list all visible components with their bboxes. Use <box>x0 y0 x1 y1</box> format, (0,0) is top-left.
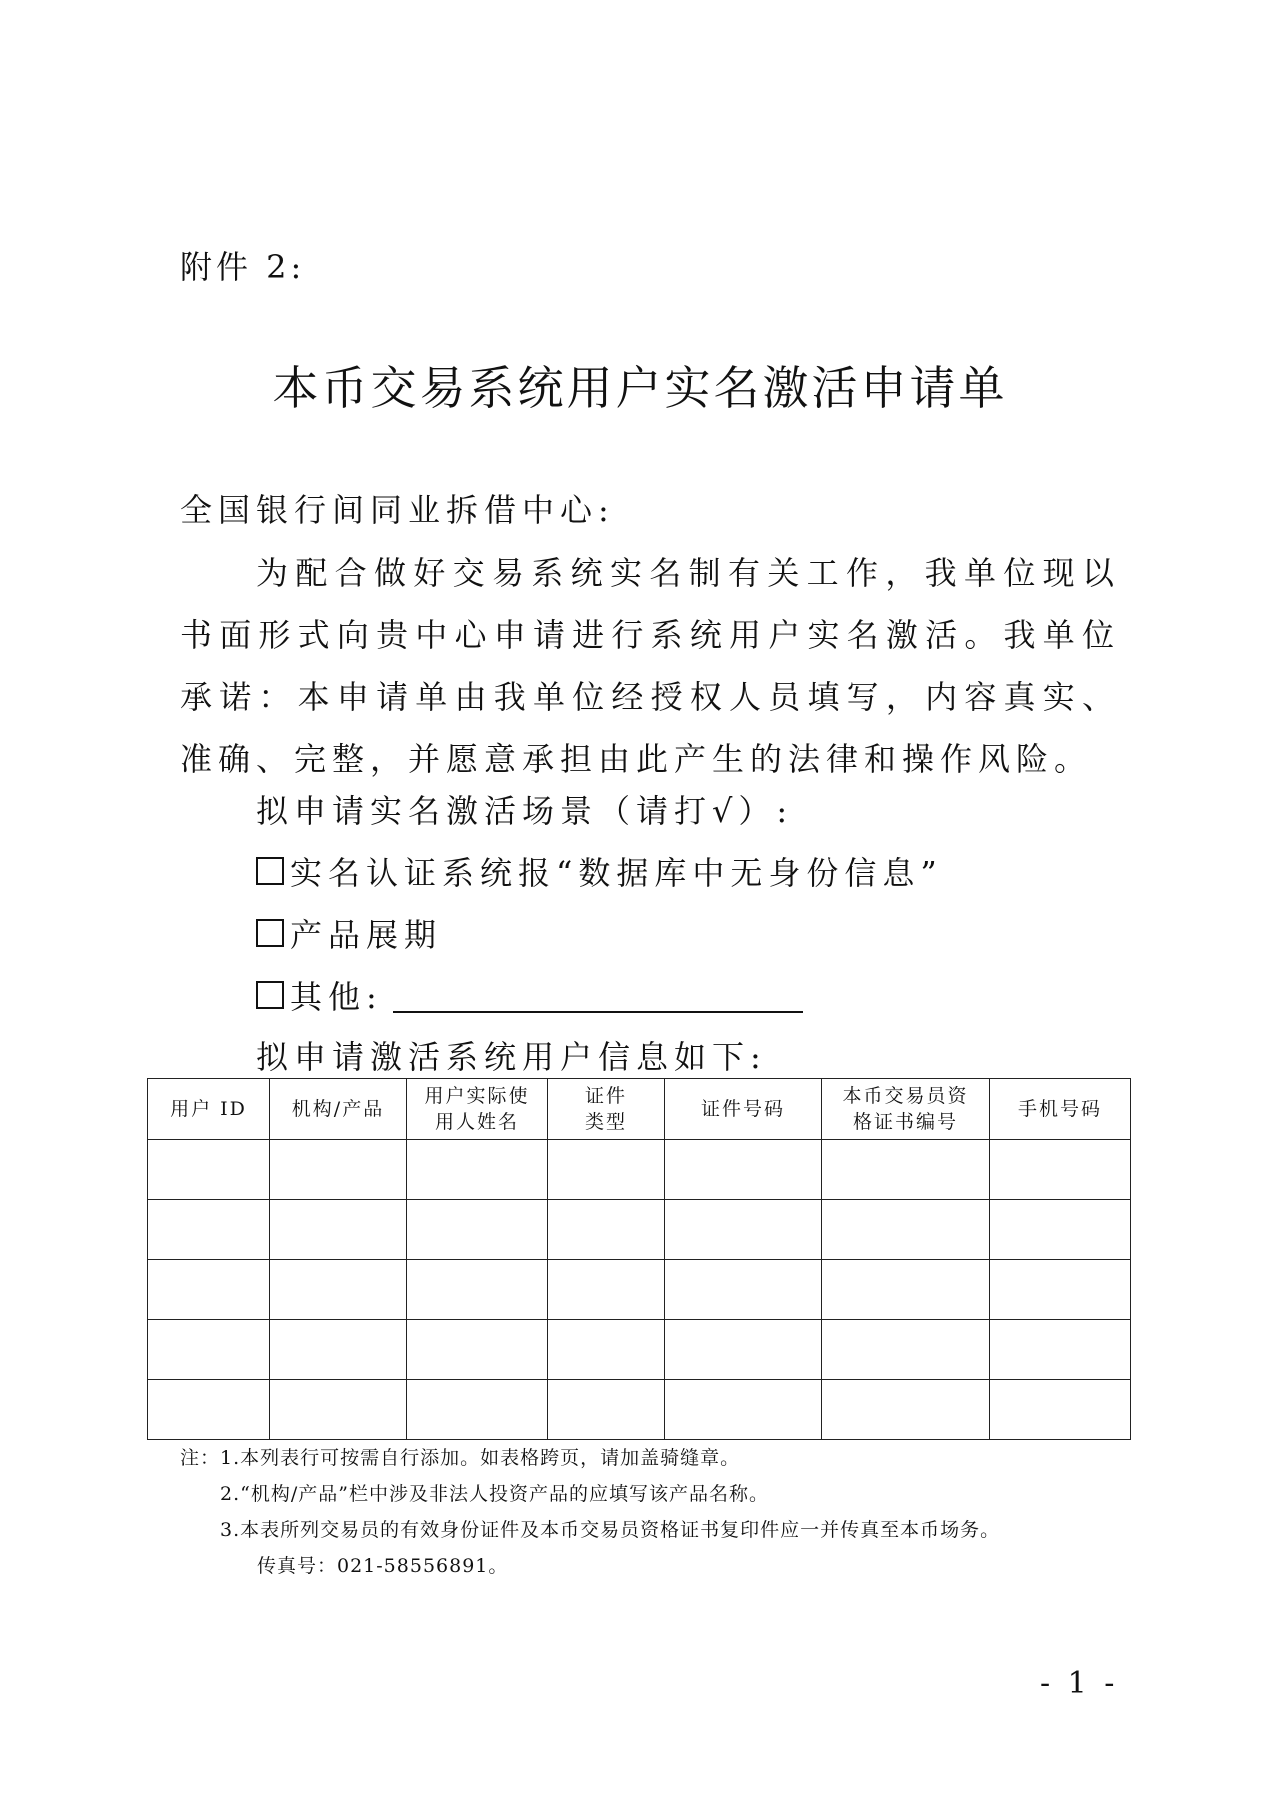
page-number: - 1 - <box>1040 1666 1119 1701</box>
table-cell[interactable] <box>548 1260 665 1320</box>
column-header-line: 证件 <box>584 1085 627 1107</box>
column-header-line: 用人姓名 <box>434 1111 519 1133</box>
option-product-extension[interactable] <box>256 910 442 956</box>
table-cell[interactable] <box>548 1380 665 1440</box>
table-cell[interactable] <box>990 1260 1131 1320</box>
column-header-line: 格证书编号 <box>852 1111 958 1133</box>
table-cell[interactable] <box>148 1320 270 1380</box>
table-cell[interactable] <box>270 1320 407 1380</box>
table-cell[interactable] <box>270 1380 407 1440</box>
table-cell[interactable] <box>407 1320 548 1380</box>
column-header-line: 用户 ID <box>170 1098 247 1120</box>
commitment-paragraph: 为配合做好交易系统实名制有关工作，我单位现以书面形式向贵中心申请进行系统用户实名激活。我单位承诺：本申请单由我单位经授权人员填写，内容真实、准确、完整，并愿意承担由此产生的法律和操作风险。 <box>180 554 1120 778</box>
table-row <box>148 1380 1131 1440</box>
checkbox-no-identity-info[interactable] <box>256 857 284 885</box>
column-header <box>665 1079 822 1140</box>
column-header-line: 手机号码 <box>1017 1098 1102 1120</box>
column-header <box>270 1079 407 1140</box>
notes <box>180 1440 1000 1584</box>
table-cell[interactable] <box>270 1200 407 1260</box>
table-row <box>148 1140 1131 1200</box>
table-cell[interactable] <box>407 1200 548 1260</box>
option-label: 产品展期 <box>290 916 443 954</box>
table-cell[interactable] <box>990 1380 1131 1440</box>
table-row <box>148 1320 1131 1380</box>
user-info-heading: 拟申请激活系统用户信息如下: <box>256 1038 767 1076</box>
checkbox-product-extension[interactable] <box>256 919 284 947</box>
table-cell[interactable] <box>407 1140 548 1200</box>
table-cell[interactable] <box>822 1140 990 1200</box>
table-cell[interactable] <box>665 1140 822 1200</box>
table-cell[interactable] <box>990 1200 1131 1260</box>
table-cell[interactable] <box>548 1200 665 1260</box>
column-header-line: 用户实际使 <box>424 1085 530 1107</box>
scenario-heading: 拟申请实名激活场景（请打√）: <box>256 792 794 830</box>
option-no-identity-info[interactable] <box>256 848 943 894</box>
note-3: 3.本表所列交易员的有效身份证件及本币交易员资格证书复印件应一并传真至本币场务。 <box>220 1519 1001 1541</box>
table-cell[interactable] <box>990 1320 1131 1380</box>
table-row <box>148 1260 1131 1320</box>
option-label: 实名认证系统报“数据库中无身份信息” <box>290 854 943 892</box>
table-cell[interactable] <box>822 1260 990 1320</box>
table-cell[interactable] <box>822 1380 990 1440</box>
fax-number: 传真号：021-58556891。 <box>257 1555 509 1577</box>
column-header <box>990 1079 1131 1140</box>
column-header <box>822 1079 990 1140</box>
table-cell[interactable] <box>990 1140 1131 1200</box>
table-header-row <box>148 1079 1131 1140</box>
table-cell[interactable] <box>665 1260 822 1320</box>
table-cell[interactable] <box>822 1320 990 1380</box>
user-info-table <box>147 1078 1131 1440</box>
table-cell[interactable] <box>548 1320 665 1380</box>
column-header-line: 机构/产品 <box>291 1098 385 1120</box>
table-cell[interactable] <box>407 1260 548 1320</box>
option-label: 其他: <box>290 978 383 1016</box>
note-2: 2.“机构/产品”栏中涉及非法人投资产品的应填写该产品名称。 <box>220 1483 769 1505</box>
other-fill-in-line[interactable] <box>393 977 803 1013</box>
table-cell[interactable] <box>270 1260 407 1320</box>
table-cell[interactable] <box>270 1140 407 1200</box>
table-cell[interactable] <box>148 1140 270 1200</box>
column-header <box>148 1079 270 1140</box>
addressee: 全国银行间同业拆借中心: <box>180 491 615 529</box>
table-row <box>148 1200 1131 1260</box>
table-cell[interactable] <box>822 1200 990 1260</box>
table-cell[interactable] <box>665 1380 822 1440</box>
note-1: 注：1.本列表行可按需自行添加。如表格跨页，请加盖骑缝章。 <box>180 1447 741 1469</box>
column-header <box>407 1079 548 1140</box>
option-other[interactable] <box>256 972 803 1018</box>
table-cell[interactable] <box>148 1380 270 1440</box>
column-header-line: 类型 <box>584 1111 627 1133</box>
table-cell[interactable] <box>148 1200 270 1260</box>
column-header-line: 证件号码 <box>700 1098 785 1120</box>
column-header <box>548 1079 665 1140</box>
table-cell[interactable] <box>665 1320 822 1380</box>
table-cell[interactable] <box>548 1140 665 1200</box>
table-cell[interactable] <box>148 1260 270 1320</box>
table-cell[interactable] <box>665 1200 822 1260</box>
table-cell[interactable] <box>407 1380 548 1440</box>
document-title: 本币交易系统用户实名激活申请单 <box>272 361 1008 415</box>
column-header-line: 本币交易员资 <box>842 1085 969 1107</box>
attachment-label: 附件 2: <box>180 248 306 286</box>
checkbox-other[interactable] <box>256 981 284 1009</box>
